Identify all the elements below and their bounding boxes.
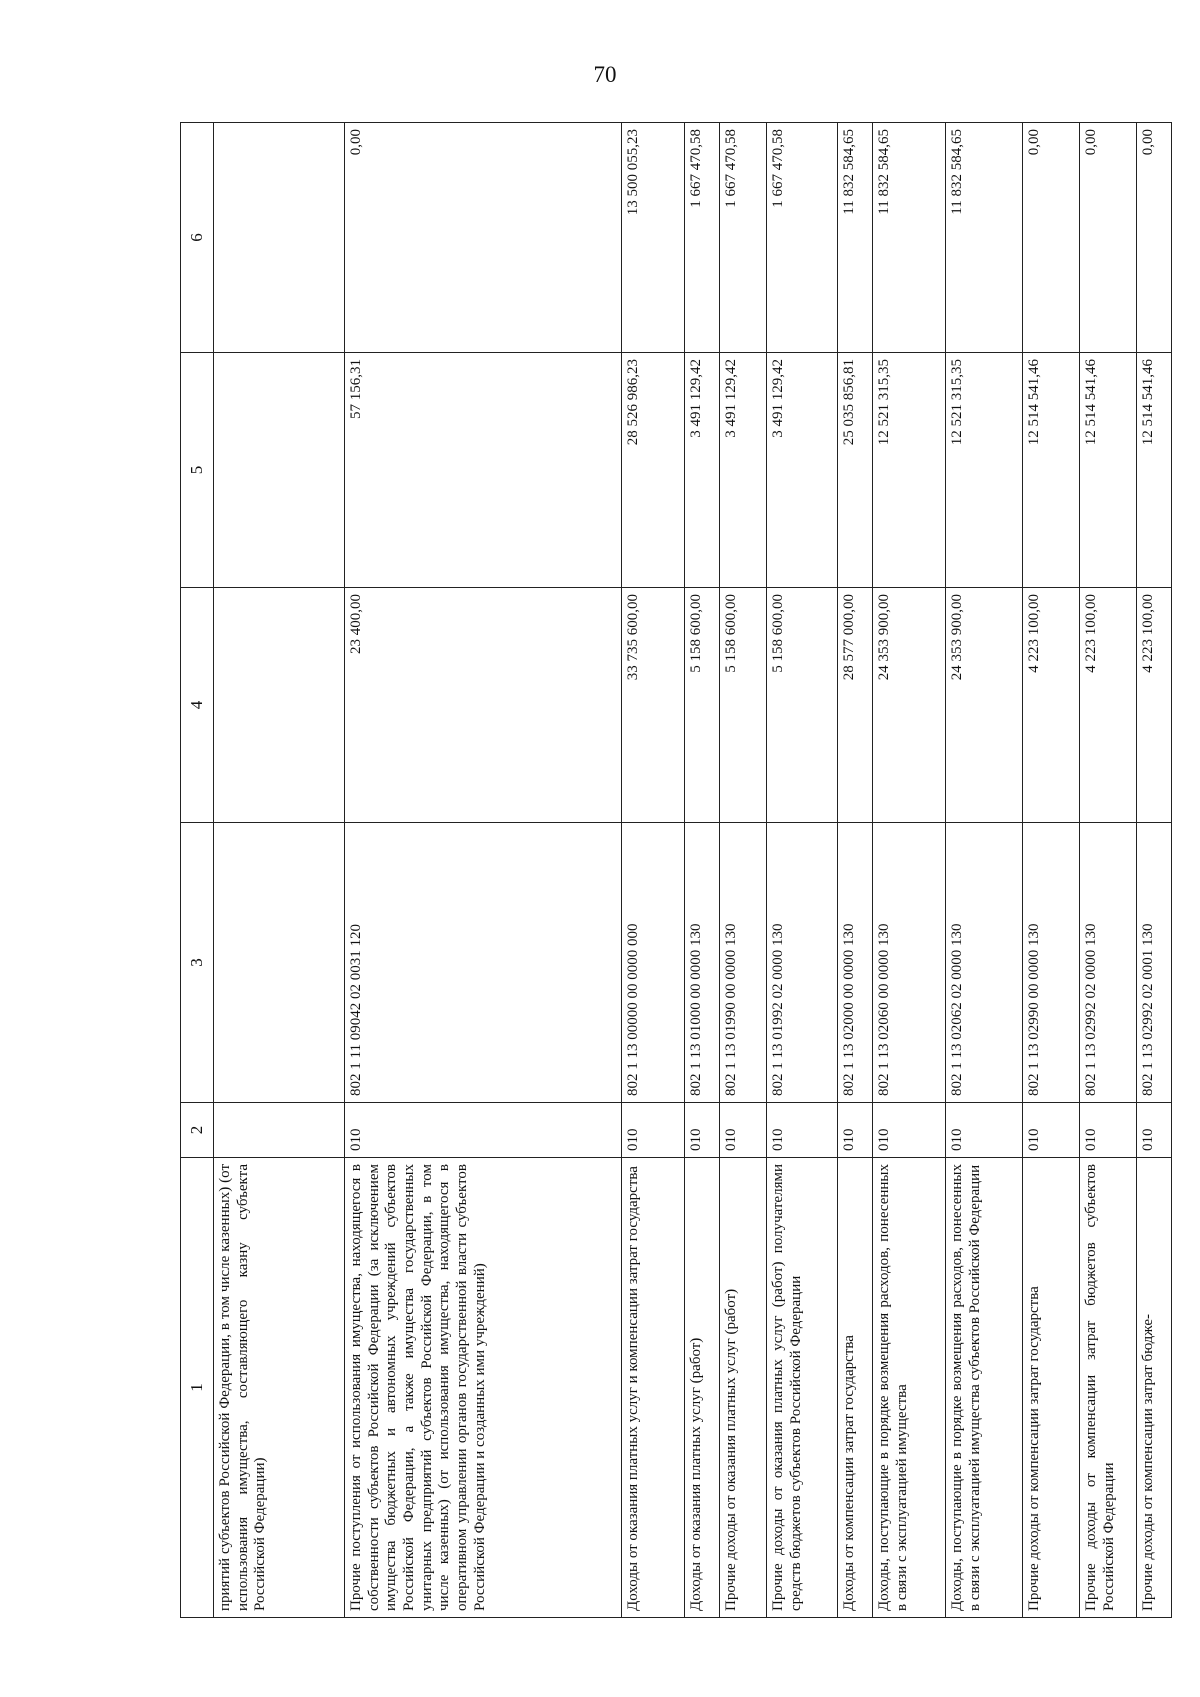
table-row — [946, 123, 1023, 1618]
cell-unexecuted: 13 500 055,23 — [622, 123, 685, 353]
cell-approved — [214, 588, 345, 823]
cell-line-code: 010 — [767, 1103, 838, 1158]
page-number: 70 — [593, 62, 617, 87]
cell-approved: 5 158 600,00 — [720, 588, 767, 823]
rotated-table-wrapper — [180, 123, 1180, 1618]
cell-executed: 28 526 986,23 — [622, 353, 685, 588]
cell-description: Доходы от оказания платных услуг и компенсации затрат государства — [622, 1158, 685, 1618]
cell-budget-code: 802 1 11 09042 02 0031 120 — [345, 823, 622, 1103]
header-col-5: 5 — [181, 353, 214, 588]
table-row — [622, 123, 685, 1618]
cell-budget-code: 802 1 13 01000 00 0000 130 — [685, 823, 720, 1103]
cell-line-code: 010 — [685, 1103, 720, 1158]
cell-executed: 12 514 541,46 — [1137, 353, 1172, 588]
header-col-3: 3 — [181, 823, 214, 1103]
cell-unexecuted: 0,00 — [1080, 123, 1137, 353]
cell-approved: 4 223 100,00 — [1080, 588, 1137, 823]
cell-line-code: 010 — [622, 1103, 685, 1158]
cell-unexecuted: 1 667 470,58 — [685, 123, 720, 353]
cell-unexecuted: 1 667 470,58 — [720, 123, 767, 353]
cell-unexecuted: 0,00 — [345, 123, 622, 353]
cell-approved: 23 400,00 — [345, 588, 622, 823]
table-row — [1137, 123, 1172, 1618]
cell-description: приятий субъектов Российской Федерации, в том числе казенных) (от использования имущества, составляющего казну субъекта Российской Федерации) — [214, 1158, 345, 1618]
cell-approved: 4 223 100,00 — [1137, 588, 1172, 823]
header-row — [181, 123, 214, 1618]
cell-description: Доходы от компенсации затрат государства — [838, 1158, 873, 1618]
cell-unexecuted: 1 667 470,58 — [767, 123, 838, 353]
cell-approved: 5 158 600,00 — [685, 588, 720, 823]
cell-approved: 5 158 600,00 — [767, 588, 838, 823]
table-row — [873, 123, 946, 1618]
cell-unexecuted — [214, 123, 345, 353]
table-row — [767, 123, 838, 1618]
cell-line-code — [214, 1103, 345, 1158]
table-row — [345, 123, 622, 1618]
cell-executed: 25 035 856,81 — [838, 353, 873, 588]
cell-executed — [214, 353, 345, 588]
cell-unexecuted: 0,00 — [1137, 123, 1172, 353]
cell-executed: 12 514 541,46 — [1023, 353, 1080, 588]
cell-budget-code: 802 1 13 02060 00 0000 130 — [873, 823, 946, 1103]
cell-budget-code: 802 1 13 00000 00 0000 000 — [622, 823, 685, 1103]
cell-line-code: 010 — [873, 1103, 946, 1158]
cell-line-code: 010 — [1137, 1103, 1172, 1158]
cell-line-code: 010 — [345, 1103, 622, 1158]
cell-approved: 28 577 000,00 — [838, 588, 873, 823]
cell-executed: 3 491 129,42 — [767, 353, 838, 588]
table-row — [1023, 123, 1080, 1618]
cell-unexecuted: 11 832 584,65 — [838, 123, 873, 353]
cell-approved: 4 223 100,00 — [1023, 588, 1080, 823]
table-row — [1080, 123, 1137, 1618]
cell-budget-code: 802 1 13 01990 00 0000 130 — [720, 823, 767, 1103]
table-row — [214, 123, 345, 1618]
cell-description: Прочие доходы от компенсации затрат бюдже- — [1137, 1158, 1172, 1618]
cell-line-code: 010 — [946, 1103, 1023, 1158]
header-col-2: 2 — [181, 1103, 214, 1158]
cell-line-code: 010 — [720, 1103, 767, 1158]
cell-description: Доходы, поступающие в порядке возмещения расходов, понесенных в связи с эксплуатацией имущества субъектов Российской Федерации — [946, 1158, 1023, 1618]
cell-approved: 33 735 600,00 — [622, 588, 685, 823]
cell-line-code: 010 — [1023, 1103, 1080, 1158]
cell-executed: 12 514 541,46 — [1080, 353, 1137, 588]
cell-description: Доходы от оказания платных услуг (работ) — [685, 1158, 720, 1618]
cell-executed: 12 521 315,35 — [873, 353, 946, 588]
cell-description: Прочие доходы от компенсации затрат государства — [1023, 1158, 1080, 1618]
cell-description: Прочие доходы от компенсации затрат бюджетов субъектов Российской Федерации — [1080, 1158, 1137, 1618]
cell-budget-code: 802 1 13 02992 02 0000 130 — [1080, 823, 1137, 1103]
cell-approved: 24 353 900,00 — [873, 588, 946, 823]
cell-description: Прочие поступления от использования имущества, находящегося в собственности субъектов Российской Федерации (за исключением имущества бюджетных и автономных учреждений субъектов Российской Федерации, а также имущества государственных унитарных предприятий субъектов Российской Федерации, в том числе казенных) (от использования имущества, находящегося в оперативном управлении органов государственной власти субъектов Российской Федерации и созданных ими учреждений) — [345, 1158, 622, 1618]
cell-approved: 24 353 900,00 — [946, 588, 1023, 823]
cell-executed: 57 156,31 — [345, 353, 622, 588]
cell-executed: 12 521 315,35 — [946, 353, 1023, 588]
cell-budget-code: 802 1 13 02062 02 0000 130 — [946, 823, 1023, 1103]
table-row — [838, 123, 873, 1618]
cell-executed: 3 491 129,42 — [685, 353, 720, 588]
cell-line-code: 010 — [1080, 1103, 1137, 1158]
cell-line-code: 010 — [838, 1103, 873, 1158]
cell-unexecuted: 11 832 584,65 — [946, 123, 1023, 353]
cell-budget-code: 802 1 13 02000 00 0000 130 — [838, 823, 873, 1103]
header-col-4: 4 — [181, 588, 214, 823]
cell-description: Прочие доходы от оказания платных услуг (работ) — [720, 1158, 767, 1618]
cell-budget-code: 802 1 13 02992 02 0001 130 — [1137, 823, 1172, 1103]
cell-unexecuted: 0,00 — [1023, 123, 1080, 353]
cell-unexecuted: 11 832 584,65 — [873, 123, 946, 353]
cell-description: Прочие доходы от оказания платных услуг (работ) получателями средств бюджетов субъектов Российской Федерации — [767, 1158, 838, 1618]
table-row — [720, 123, 767, 1618]
cell-budget-code: 802 1 13 02990 00 0000 130 — [1023, 823, 1080, 1103]
cell-executed: 3 491 129,42 — [720, 353, 767, 588]
cell-budget-code: 802 1 13 01992 02 0000 130 — [767, 823, 838, 1103]
header-col-1: 1 — [181, 1158, 214, 1618]
table-row — [685, 123, 720, 1618]
cell-budget-code — [214, 823, 345, 1103]
header-col-6: 6 — [181, 123, 214, 353]
cell-description: Доходы, поступающие в порядке возмещения расходов, понесенных в связи с эксплуатацией имущества — [873, 1158, 946, 1618]
revenue-table — [180, 122, 1172, 1618]
